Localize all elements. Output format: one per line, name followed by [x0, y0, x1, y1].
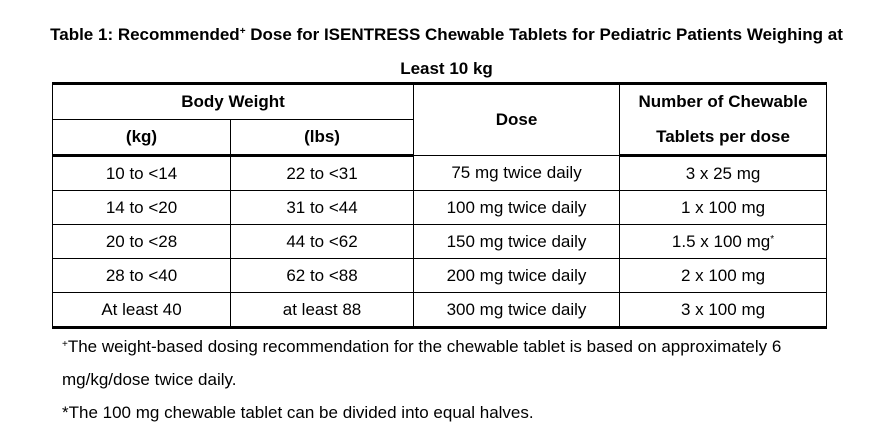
- cell-dose: 150 mg twice daily: [414, 225, 620, 259]
- cell-tablets-value: 3 x 25 mg: [685, 163, 761, 183]
- cell-dose: 300 mg twice daily: [414, 293, 620, 328]
- table-row: [53, 225, 827, 259]
- caption-text-end: Dose for ISENTRESS Chewable Tablets for Pediatric Patients Weighing at: [245, 25, 843, 44]
- table-header-row: [53, 84, 827, 120]
- footnote-divisible-tablet: [62, 396, 534, 429]
- cell-tablets: [620, 191, 827, 225]
- footnote-divisible-tablet-text: The 100 mg chewable tablet can be divided into equal halves.: [68, 403, 534, 422]
- cell-dose: 75 mg twice daily: [414, 156, 620, 191]
- caption-line-1: [0, 18, 893, 52]
- header-kg: (kg): [53, 120, 231, 156]
- dosing-table: [52, 82, 827, 329]
- cell-tablets-value: 1.5 x 100 mg: [671, 231, 771, 251]
- footnote-asterisk-mark: *: [62, 403, 69, 422]
- table-row: [53, 259, 827, 293]
- header-body-weight: Body Weight: [53, 84, 414, 120]
- cell-tablets-mark: *: [770, 233, 775, 245]
- table-row: [53, 191, 827, 225]
- caption-line-2: Least 10 kg: [400, 59, 493, 78]
- cell-tablets-value: 2 x 100 mg: [680, 265, 766, 285]
- table-row: [53, 156, 827, 191]
- caption-plus-mark: +: [239, 26, 246, 37]
- header-dose: Dose: [414, 84, 620, 156]
- footnote-plus-mark: +: [62, 339, 68, 350]
- header-lbs: (lbs): [231, 120, 414, 156]
- cell-lbs: 62 to <88: [231, 259, 414, 293]
- cell-lbs: 44 to <62: [231, 225, 414, 259]
- cell-lbs: at least 88: [231, 293, 414, 328]
- cell-tablets: [620, 293, 827, 328]
- footnote-weight-based-text: The weight-based dosing recommendation for the chewable tablet is based on approximately 6 mg/kg/dose twice daily.: [62, 337, 782, 389]
- table-row: [53, 293, 827, 328]
- footnote-weight-based: [62, 330, 872, 396]
- header-tablets-line1: Number of Chewable: [620, 84, 827, 120]
- cell-tablets-value: 1 x 100 mg: [680, 197, 766, 217]
- cell-kg: 20 to <28: [53, 225, 231, 259]
- cell-tablets: [620, 225, 827, 259]
- cell-lbs: 31 to <44: [231, 191, 414, 225]
- cell-dose: 200 mg twice daily: [414, 259, 620, 293]
- cell-kg: 14 to <20: [53, 191, 231, 225]
- cell-dose: 100 mg twice daily: [414, 191, 620, 225]
- table-caption: [0, 18, 893, 86]
- cell-kg: 28 to <40: [53, 259, 231, 293]
- cell-kg: 10 to <14: [53, 156, 231, 191]
- cell-lbs: 22 to <31: [231, 156, 414, 191]
- cell-kg: At least 40: [53, 293, 231, 328]
- caption-text-start: Table 1: Recommended: [50, 25, 240, 44]
- cell-tablets: [620, 259, 827, 293]
- cell-tablets: [620, 156, 827, 191]
- header-tablets-line2: Tablets per dose: [620, 120, 827, 156]
- cell-tablets-value: 3 x 100 mg: [680, 299, 766, 319]
